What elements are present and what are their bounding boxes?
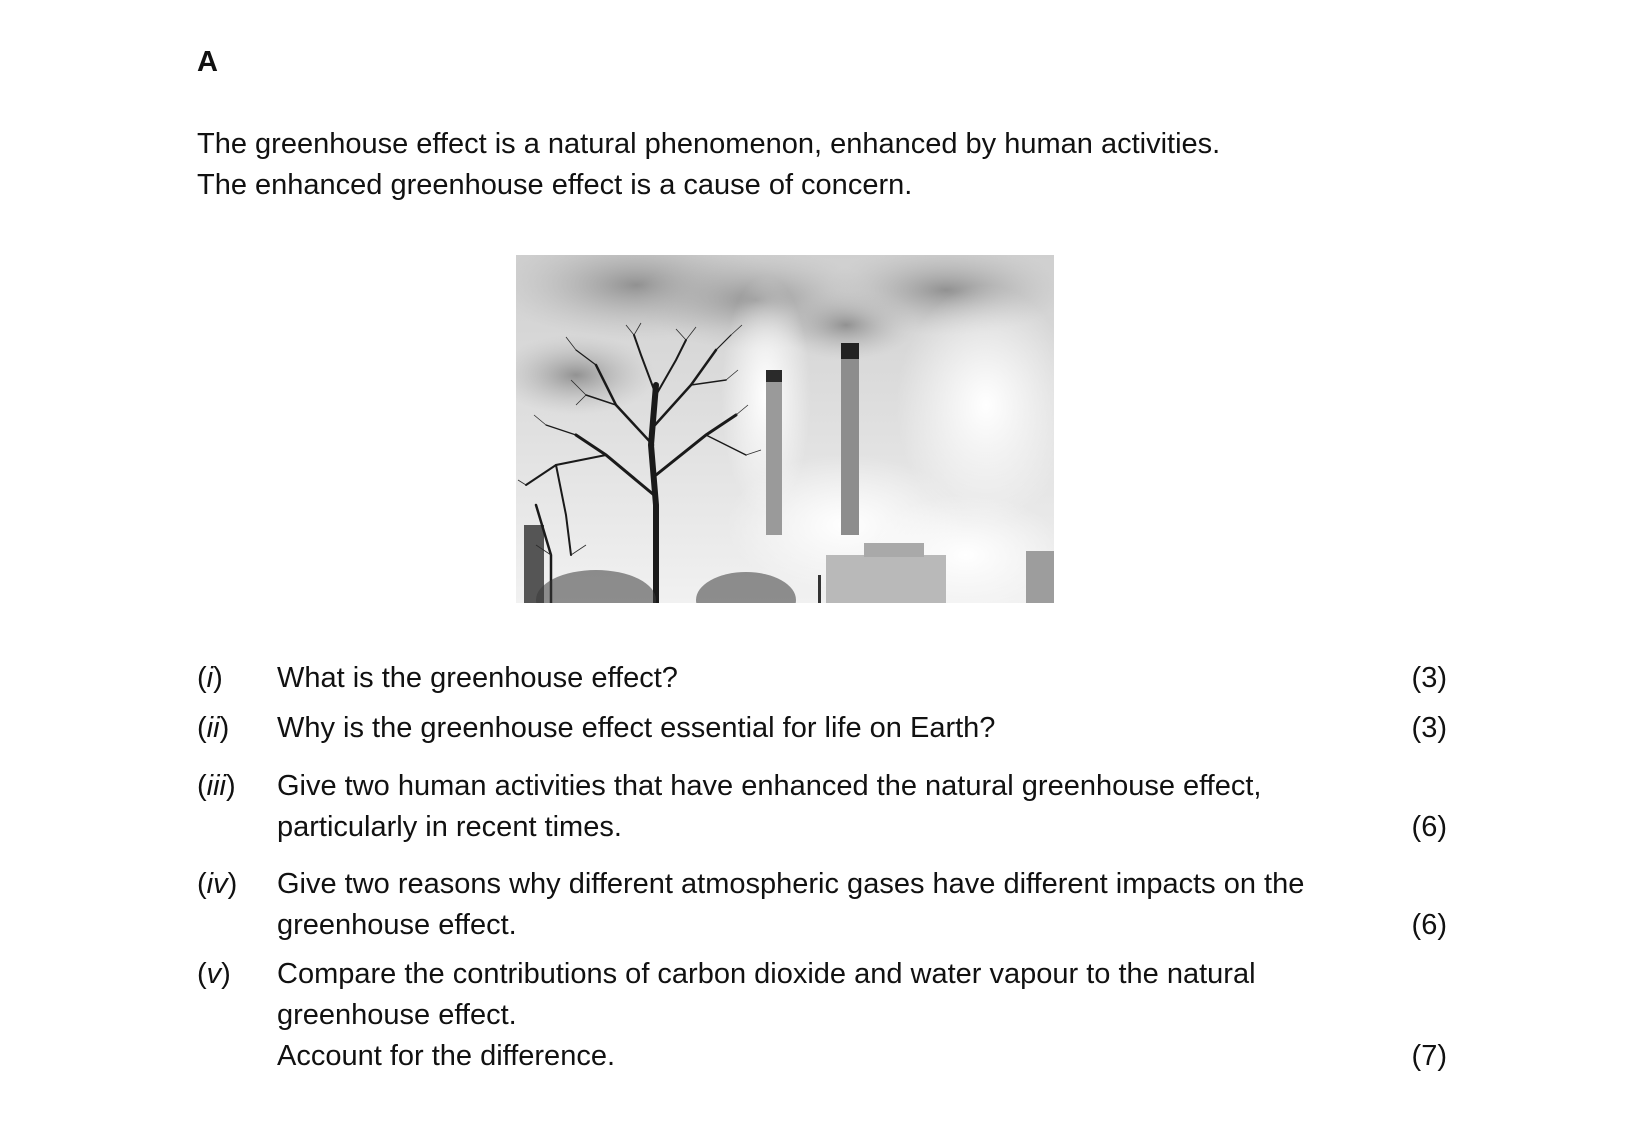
- question-line: greenhouse effect.: [277, 999, 517, 1031]
- question-line: Give two human activities that have enhanced the natural greenhouse effect,: [277, 770, 1262, 802]
- question-marks: (3): [1411, 662, 1447, 694]
- question-text: [277, 954, 1377, 1077]
- question-line: What is the greenhouse effect?: [277, 662, 678, 694]
- question-line: particularly in recent times.: [277, 811, 622, 843]
- question-text: [277, 658, 1377, 699]
- question-number: (iv): [197, 868, 238, 900]
- question-marks: (7): [1411, 1040, 1447, 1072]
- question-line: greenhouse effect.: [277, 909, 517, 941]
- question-number: (i): [197, 662, 223, 694]
- question-text: [277, 766, 1377, 848]
- intro-text: [197, 124, 1220, 206]
- question-text: [277, 864, 1377, 946]
- question-text: [277, 708, 1377, 749]
- question-number: (iii): [197, 770, 236, 802]
- question-marks: (3): [1411, 712, 1447, 744]
- intro-line-1: The greenhouse effect is a natural phenomenon, enhanced by human activities.: [197, 128, 1221, 160]
- intro-line-2: The enhanced greenhouse effect is a cause of concern.: [197, 169, 913, 201]
- question-marks: (6): [1411, 909, 1447, 941]
- question-line: Account for the difference.: [277, 1040, 616, 1072]
- question-marks: (6): [1411, 811, 1447, 843]
- question-number: (ii): [197, 712, 230, 744]
- section-letter: A: [197, 46, 218, 78]
- question-number: (v): [197, 958, 231, 990]
- factory-chimneys-photo: [516, 255, 1054, 603]
- question-line: Why is the greenhouse effect essential for life on Earth?: [277, 712, 996, 744]
- question-line: Compare the contributions of carbon dioxide and water vapour to the natural: [277, 958, 1256, 990]
- question-line: Give two reasons why different atmospheric gases have different impacts on the: [277, 868, 1305, 900]
